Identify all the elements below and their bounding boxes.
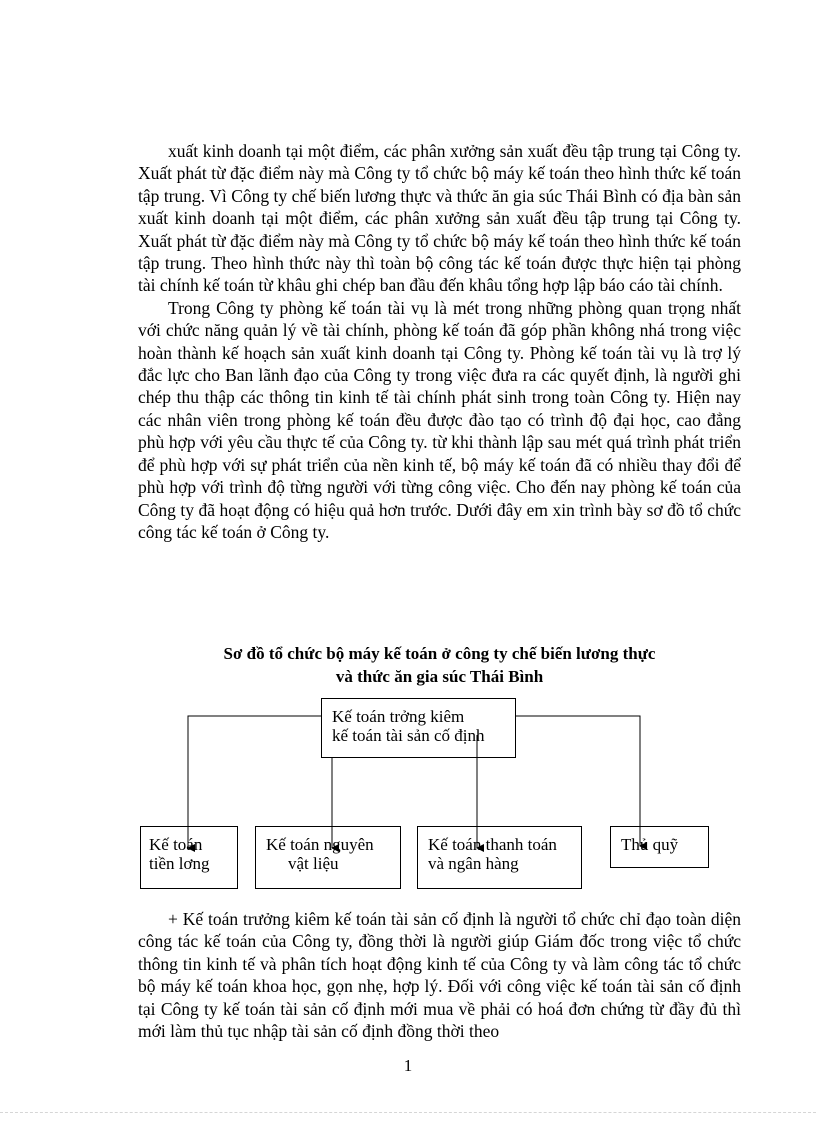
org-box-label: tiền lơng xyxy=(149,854,210,873)
paragraph-1: xuất kinh doanh tại một điểm, các phân xưởng sản xuất đều tập trung tại Công ty. Xuất phát từ đặc điểm này mà Công ty tổ chức bộ máy kế toán theo hình thức kế toán tập trung. Vì Công ty chế biến lương thực và thức ăn gia súc Thái Bình có địa bàn sản xuất kinh doanh tại một điểm, các phân xưởng sản xuất đều tập trung tại Công ty. Xuất phát từ đặc điểm này mà Công ty tổ chức bộ máy kế toán theo hình thức kế toán tập trung. Theo hình thức này thì toàn bộ công tác kế toán được thực hiện tại phòng tài chính kế toán từ khâu ghi chép ban đầu đến khâu tổng hợp lập báo cáo tài chính. xyxy=(138,141,741,296)
diagram-title-line-1: Sơ đồ tổ chức bộ máy kế toán ở công ty chế biến lương thực xyxy=(223,644,656,663)
closing-text-section xyxy=(138,908,741,1042)
org-box-label: và ngân hàng xyxy=(428,854,519,873)
org-box-label: Kế toán thanh toán xyxy=(428,835,557,854)
page-bottom-divider xyxy=(0,1112,816,1113)
paragraph-2: Trong Công ty phòng kế toán tài vụ là mét trong những phòng quan trọng nhất với chức năng quản lý về tài chính, phòng kế toán đã góp phần không nhá trong việc hoàn thành kế hoạch sản xuất kinh doanh tại Công ty. Phòng kế toán tài vụ là trợ lý đắc lực cho Ban lãnh đạo của Công ty trong việc đưa ra các quyết định, là người ghi chép thu thập các thông tin kinh tế tài chính phát sinh trong toàn Công ty. Hiện nay các nhân viên trong phòng kế toán đều được đào tạo có trình độ đại học, cao đẳng phù hợp với yêu cầu thực tế của Công ty. từ khi thành lập sau mét quá trình phát triển để phù hợp với sự phát triển của nền kinh tế, bộ máy kế toán đã có nhiều thay đổi để phù hợp với trình độ từng người với từng công việc. Cho đến nay phòng kế toán của Công ty đã hoạt động có hiệu quả hơn trước. Dưới đây em xin trình bày sơ đồ tổ chức công tác kế toán ở Công ty. xyxy=(138,297,741,542)
page-number: 1 xyxy=(403,1056,413,1075)
org-box-payments-accountant xyxy=(417,826,582,889)
org-box-label: vật liệu xyxy=(288,854,339,873)
org-box-label: Kế toán xyxy=(149,835,203,854)
paragraph-3: + Kế toán trưởng kiêm kế toán tài sản cố định là người tổ chức chỉ đạo toàn diện công tác kế toán của Công ty, đồng thời là người giúp Giám đốc trong việc tổ chức thông tin kinh tế và phân tích hoạt động kinh tế của Công ty và làm công tác tổ chức bộ máy kế toán khoa học, gọn nhẹ, hợp lý. Đối với công việc kế toán tài sản cố định tại Công ty kế toán tài sản cố định mới mua về phải có hoá đơn chứng từ đầy đủ thì mới làm thủ tục nhập tài sản cố định đồng thời theo xyxy=(138,909,741,1042)
org-box-chief-accountant xyxy=(321,698,516,758)
org-box-label: kế toán tài sản cố định xyxy=(332,726,485,745)
diagram-title-line-2: và thức ăn gia súc Thái Bình xyxy=(335,667,544,686)
org-box-payroll-accountant xyxy=(140,826,238,889)
org-box-cashier xyxy=(610,826,709,868)
org-box-label: Thủ quỹ xyxy=(621,835,679,854)
org-box-label: Kế toán trởng kiêm xyxy=(332,707,465,726)
org-box-materials-accountant xyxy=(255,826,401,889)
org-box-label: Kế toán nguyên xyxy=(266,835,374,854)
body-text-section xyxy=(138,140,741,543)
